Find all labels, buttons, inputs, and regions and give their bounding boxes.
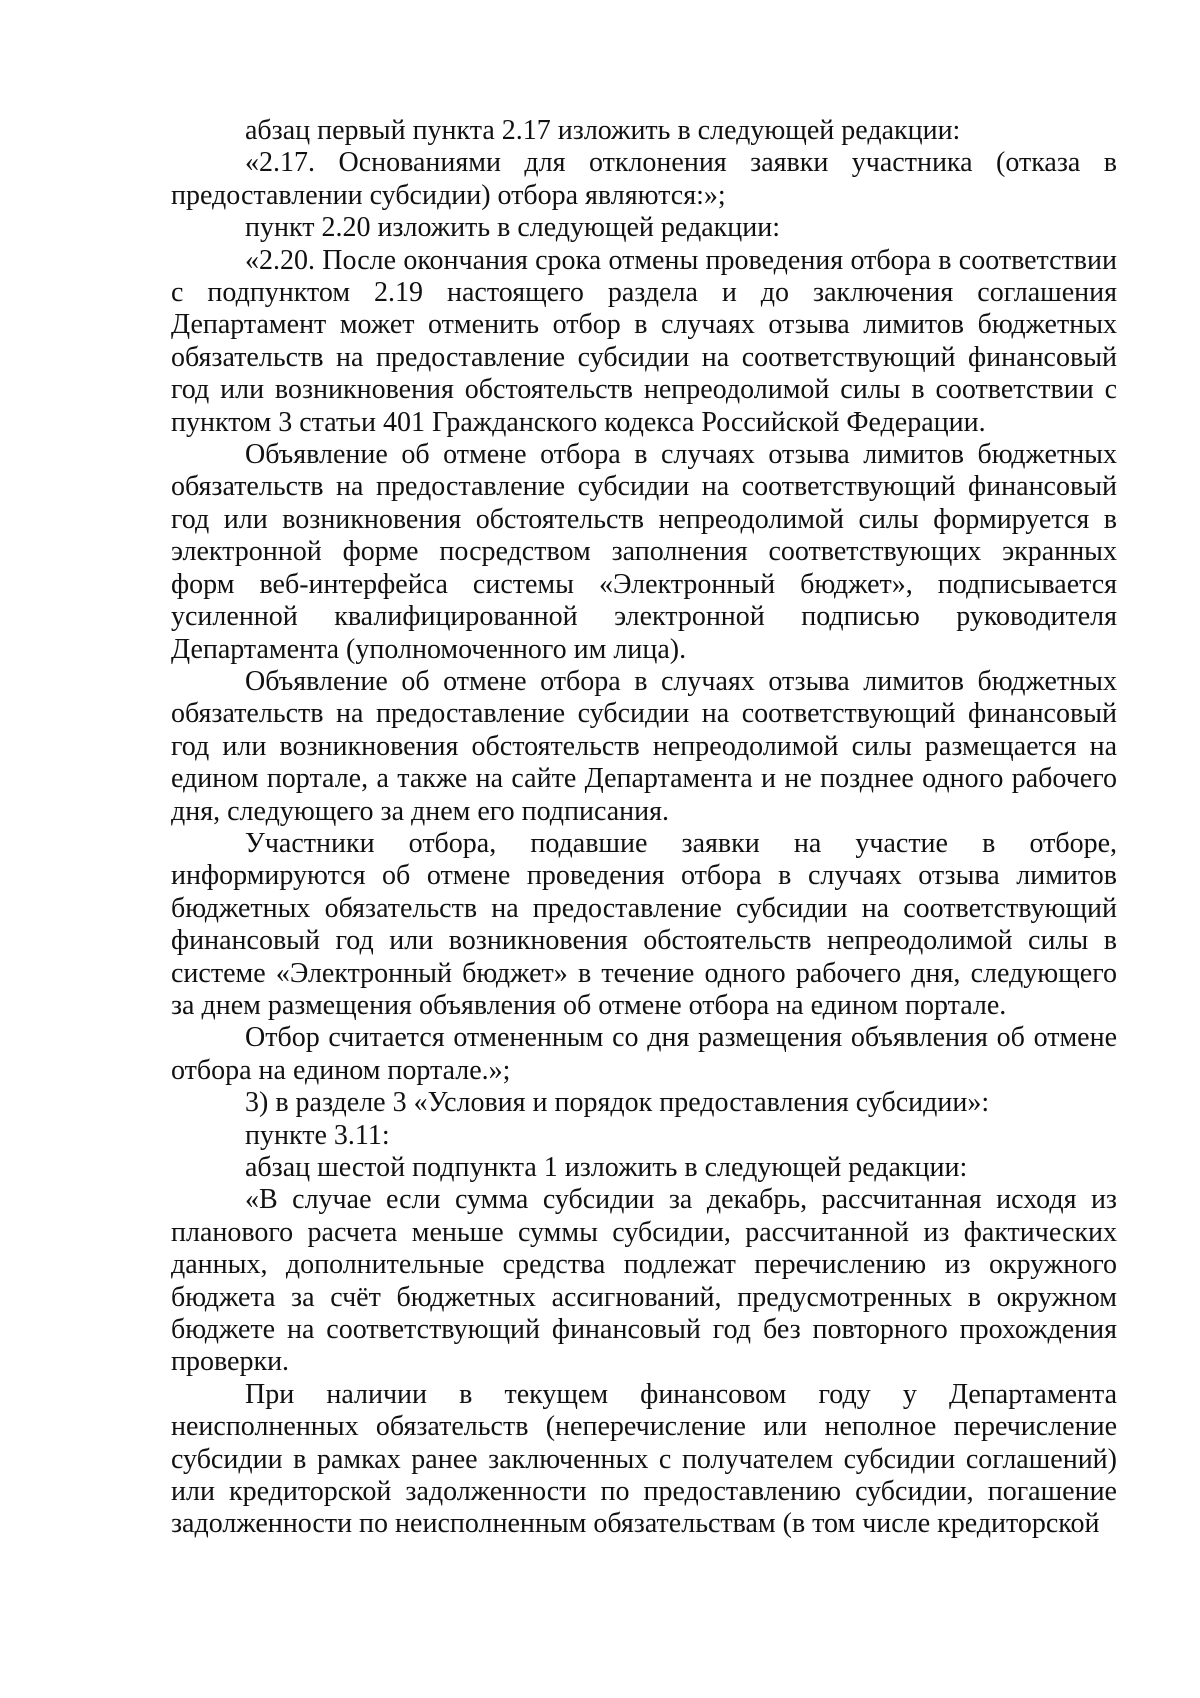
paragraph-3: пункт 2.20 изложить в следующей редакции: (245, 212, 780, 244)
paragraph-13: При наличии в текущем финансовом году у Департамента неисполненных обязательств (неперечисление или неполное перечисление субсидии в рамках ранее заключенных с получателем субсидии соглашений) или кредиторской задолженности по предоставлению субсидии, погашение задолженности по неисполненным обязательствам (в том числе кредиторской (171, 1378, 1117, 1540)
paragraph-7: Участники отбора, подавшие заявки на участие в отборе, информируются об отмене проведения отбора в случаях отзыва лимитов бюджетных обязательств на предоставление субсидии на соответствующий финансовый год или возникновения обстоятельств непреодолимой силы в системе «Электронный бюджет» в течение одного рабочего дня, следующего за днем размещения объявления об отмене отбора на едином портале. (171, 827, 1117, 1021)
paragraph-11: абзац шестой подпункта 1 изложить в следующей редакции: (245, 1152, 968, 1183)
paragraph-9: 3) в разделе 3 «Условия и порядок предоставления субсидии»: (245, 1087, 990, 1119)
document-body (171, 115, 1117, 1541)
paragraph-4: «2.20. После окончания срока отмены проведения отбора в соответствии с подпунктом 2.19 настоящего раздела и до заключения соглашения Департамент может отменить отбор в случаях отзыва лимитов бюджетных обязательств на предоставление субсидии на соответствующий финансовый год или возникновения обстоятельств непреодолимой силы в соответствии с пунктом 3 статьи 401 Гражданского кодекса Российской Федерации. (171, 244, 1117, 438)
paragraph-1: абзац первый пункта 2.17 изложить в следующей редакции: (245, 115, 961, 146)
paragraph-10: пункте 3.11: (245, 1119, 390, 1151)
paragraph-12: «В случае если сумма субсидии за декабрь, рассчитанная исходя из планового расчета меньше суммы субсидии, рассчитанной из фактических данных, дополнительные средства подлежат перечислению из окружного бюджета за счёт бюджетных ассигнований, предусмотренных в окружном бюджете на соответствующий финансовый год без повторного прохождения проверки. (171, 1184, 1117, 1378)
paragraph-2: «2.17. Основаниями для отклонения заявки участника (отказа в предоставлении субсидии) отбора являются:»; (171, 147, 1117, 211)
paragraph-8: Отбор считается отмененным со дня размещения объявления об отмене отбора на едином портале.»; (171, 1022, 1117, 1086)
paragraph-6: Объявление об отмене отбора в случаях отзыва лимитов бюджетных обязательств на предоставление субсидии на соответствующий финансовый год или возникновения обстоятельств непреодолимой силы размещается на едином портале, а также на сайте Департамента и не позднее одного рабочего дня, следующего за днем его подписания. (171, 665, 1117, 827)
paragraph-5: Объявление об отмене отбора в случаях отзыва лимитов бюджетных обязательств на предоставление субсидии на соответствующий финансовый год или возникновения обстоятельств непреодолимой силы формируется в электронной форме посредством заполнения соответствующих экранных форм веб-интерфейса системы «Электронный бюджет», подписывается усиленной квалифицированной электронной подписью руководителя Департамента (уполномоченного им лица). (171, 439, 1117, 665)
